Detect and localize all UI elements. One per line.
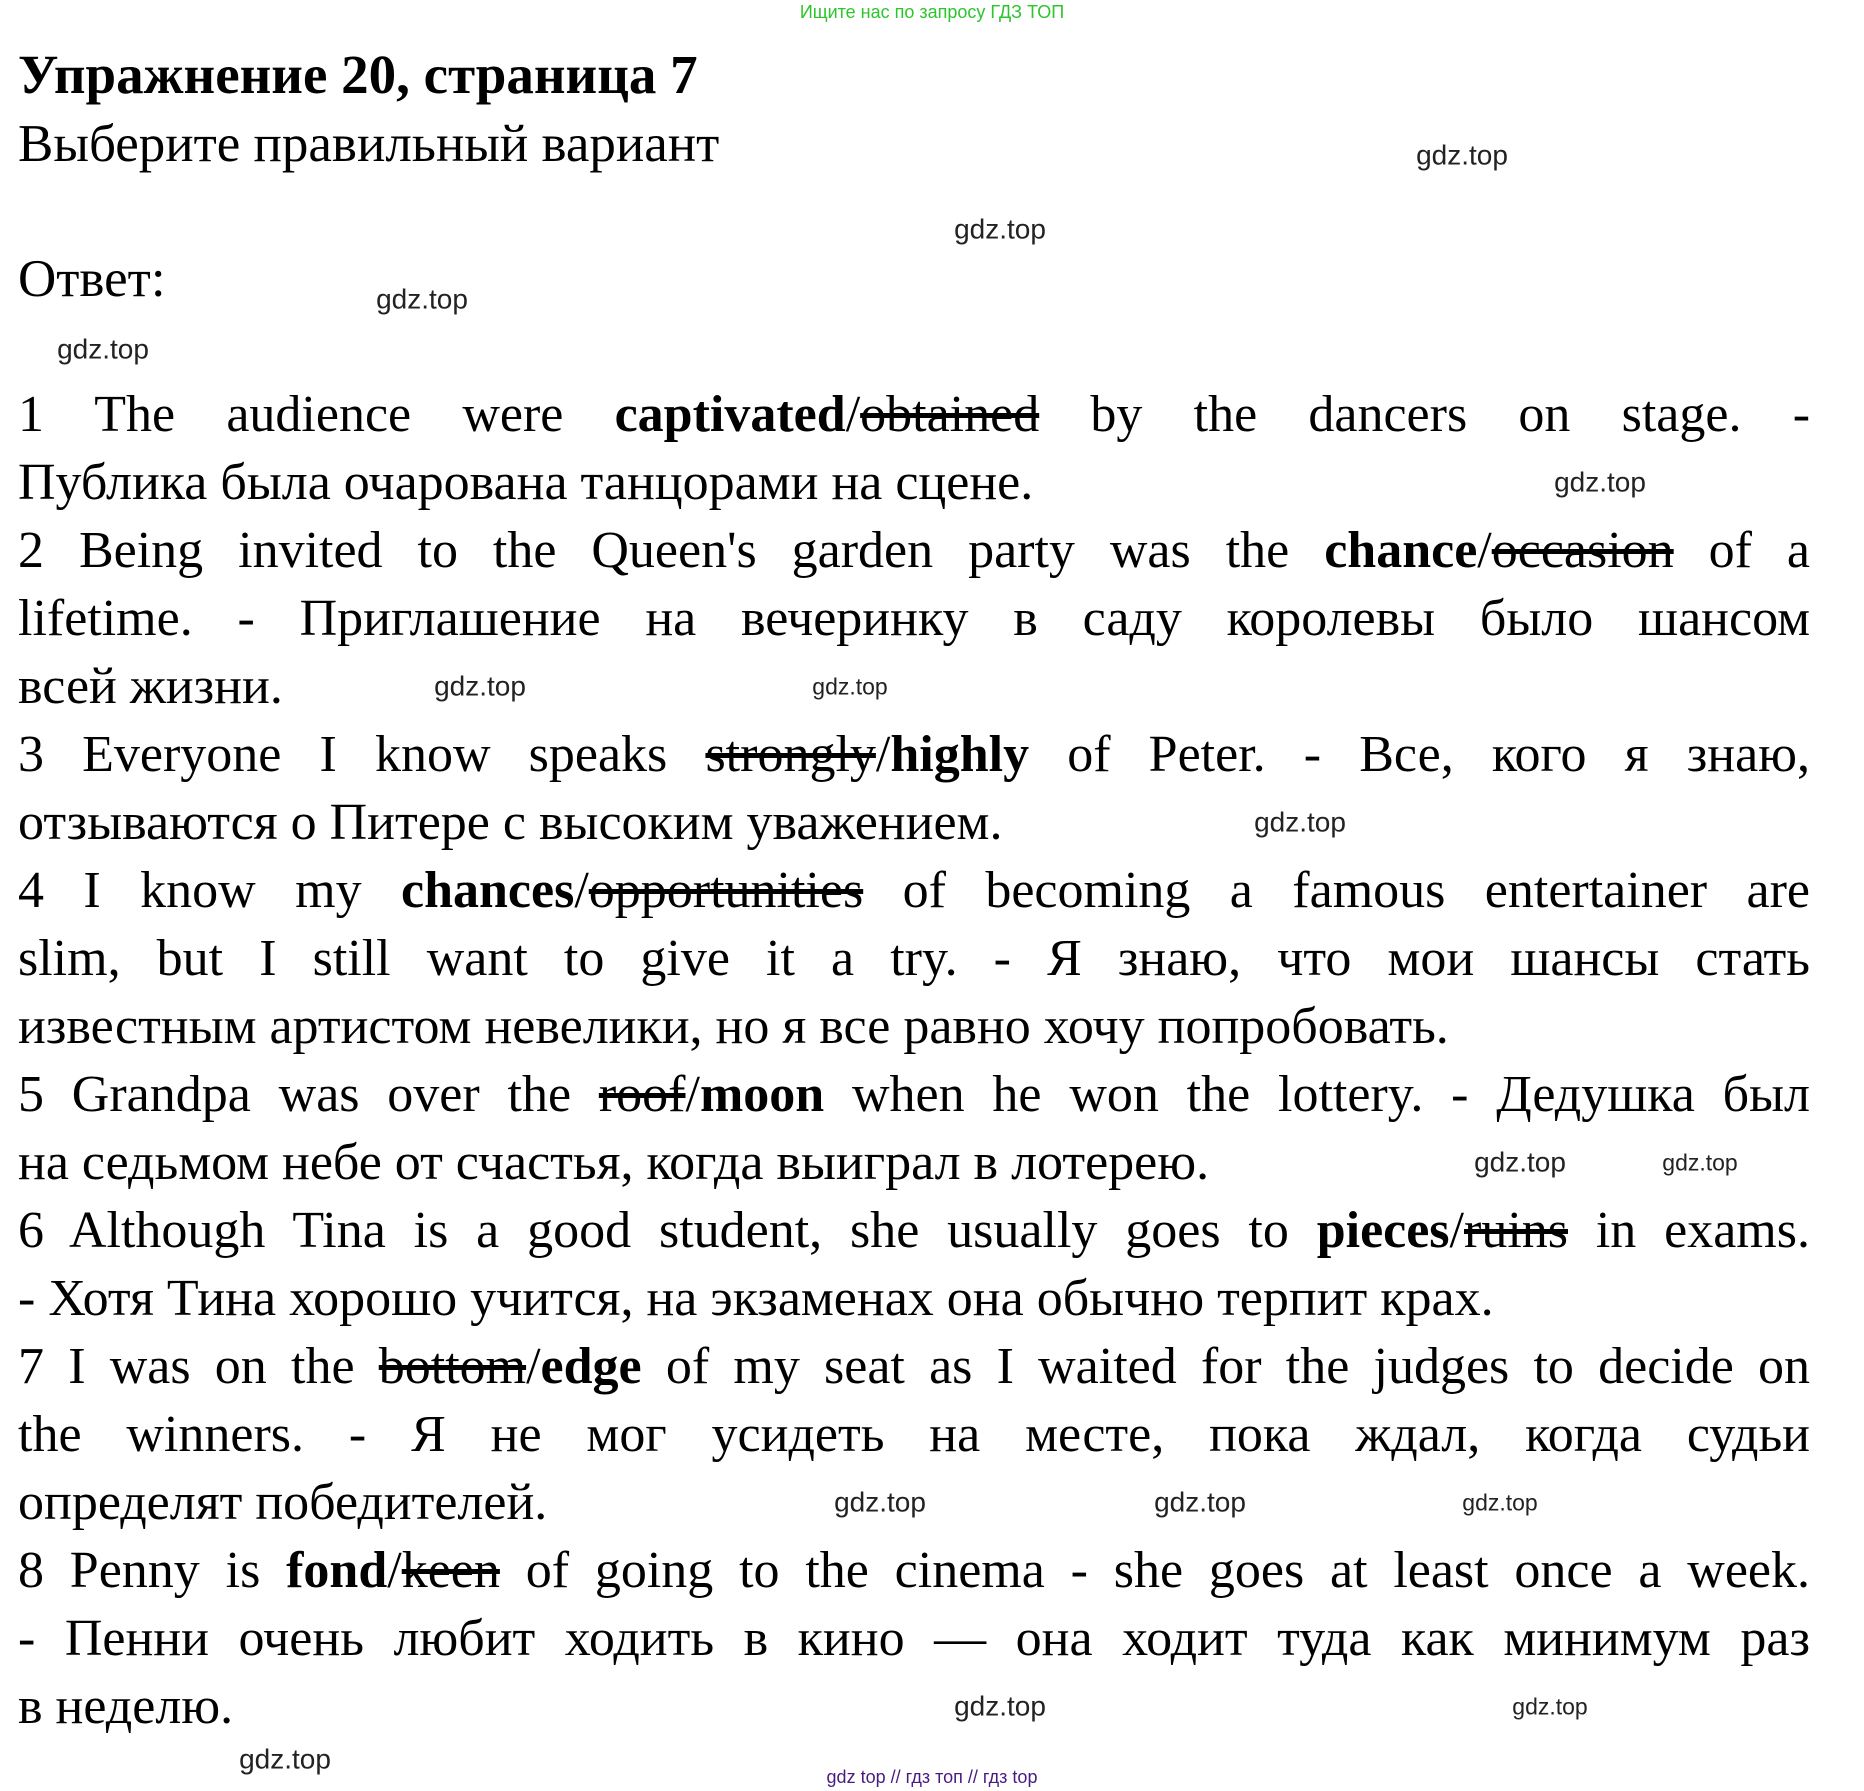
watermark: gdz.top bbox=[1462, 1489, 1538, 1516]
correct-option: captivated bbox=[614, 386, 846, 443]
answer-item-3 bbox=[18, 721, 1810, 857]
text-segment: / bbox=[1477, 522, 1492, 579]
rejected-option: keen bbox=[401, 1542, 500, 1599]
answer-item-1 bbox=[18, 381, 1810, 517]
watermark: gdz.top bbox=[239, 1743, 331, 1775]
correct-option: pieces bbox=[1316, 1202, 1450, 1259]
correct-option: edge bbox=[540, 1338, 642, 1395]
rejected-option: ruins bbox=[1464, 1202, 1568, 1259]
text-segment: lifetime. - Приглашение на вечеринку в саду королевы было шансом bbox=[18, 590, 1810, 647]
text-segment: 4 I know my bbox=[18, 862, 401, 919]
watermark: gdz.top bbox=[1554, 466, 1646, 498]
text-segment: - Хотя Тина хорошо учится, на экзаменах она обычно терпит крах. bbox=[18, 1270, 1494, 1327]
rejected-option: roof bbox=[598, 1066, 686, 1123]
watermark: gdz.top bbox=[57, 333, 149, 365]
watermark: gdz.top bbox=[1662, 1149, 1738, 1176]
text-segment: of becoming a famous entertainer are bbox=[863, 862, 1810, 919]
text-segment: when he won the lottery. - Дедушка был bbox=[824, 1066, 1810, 1123]
footer-links[interactable]: gdz top // гдз топ // гдз top bbox=[826, 1767, 1038, 1787]
rejected-option: obtained bbox=[860, 386, 1040, 443]
rejected-option: strongly bbox=[705, 726, 876, 783]
correct-option: fond bbox=[286, 1542, 388, 1599]
watermark: gdz.top bbox=[1512, 1693, 1588, 1720]
text-segment: / bbox=[685, 1066, 700, 1123]
text-segment: in exams. bbox=[1568, 1202, 1810, 1259]
text-line bbox=[18, 585, 1810, 653]
text-segment: на седьмом небе от счастья, когда выиграл в лотерею. bbox=[18, 1134, 1210, 1191]
watermark: gdz.top bbox=[1154, 1486, 1246, 1518]
watermark: gdz.top bbox=[1416, 139, 1508, 171]
text-line bbox=[18, 1265, 1810, 1333]
text-segment: / bbox=[845, 386, 861, 443]
watermark: gdz.top bbox=[812, 673, 888, 700]
text-line bbox=[18, 1061, 1810, 1129]
text-line bbox=[18, 925, 1810, 993]
text-segment: 7 I was on the bbox=[18, 1338, 379, 1395]
task-instruction: Выберите правильный вариант bbox=[18, 115, 720, 173]
rejected-option: occasion bbox=[1491, 522, 1674, 579]
text-segment: Публика была очарована танцорами на сцене. bbox=[18, 454, 1034, 511]
watermark: gdz.top bbox=[1474, 1146, 1566, 1178]
correct-option: highly bbox=[890, 726, 1030, 783]
search-banner[interactable]: Ищите нас по запросу ГДЗ ТОП bbox=[799, 2, 1065, 22]
text-segment: 2 Being invited to the Queen's garden party was the bbox=[18, 522, 1325, 579]
correct-option: chance bbox=[1324, 522, 1478, 579]
watermark: gdz.top bbox=[1254, 806, 1346, 838]
rejected-option: opportunities bbox=[588, 862, 864, 919]
watermark: gdz.top bbox=[434, 670, 526, 702]
answer-body bbox=[18, 381, 1810, 1741]
answer-item-4 bbox=[18, 857, 1810, 1061]
watermark: gdz.top bbox=[834, 1486, 926, 1518]
text-segment: slim, but I still want to give it a try. - Я знаю, что мои шансы стать bbox=[18, 930, 1810, 987]
text-line bbox=[18, 1197, 1810, 1265]
answer-item-6 bbox=[18, 1197, 1810, 1333]
text-segment: известным артистом невелики, но я все равно хочу попробовать. bbox=[18, 998, 1449, 1055]
watermark: gdz.top bbox=[954, 1690, 1046, 1722]
text-segment: of going to the cinema - she goes at least once a week. bbox=[499, 1542, 1810, 1599]
text-segment: / bbox=[526, 1338, 541, 1395]
text-segment: / bbox=[1449, 1202, 1464, 1259]
text-line bbox=[18, 449, 1810, 517]
text-segment: 3 Everyone I know speaks bbox=[18, 726, 706, 783]
text-line bbox=[18, 653, 1810, 721]
text-segment: 8 Penny is bbox=[18, 1542, 287, 1599]
text-line bbox=[18, 857, 1810, 925]
text-line bbox=[18, 381, 1810, 449]
text-segment: of a bbox=[1673, 522, 1810, 579]
text-segment: отзываются о Питере с высоким уважением. bbox=[18, 794, 1003, 851]
text-segment: 1 The audience were bbox=[18, 386, 615, 443]
text-segment: / bbox=[574, 862, 589, 919]
text-segment: of my seat as I waited for the judges to decide on bbox=[641, 1338, 1811, 1395]
text-segment: the winners. - Я не мог усидеть на месте, пока ждал, когда судьи bbox=[18, 1406, 1810, 1463]
text-line bbox=[18, 789, 1810, 857]
text-line bbox=[18, 993, 1810, 1061]
correct-option: moon bbox=[699, 1066, 825, 1123]
text-line bbox=[18, 721, 1810, 789]
text-line bbox=[18, 517, 1810, 585]
text-segment: определят победителей. bbox=[18, 1474, 548, 1531]
text-segment: 5 Grandpa was over the bbox=[18, 1066, 599, 1123]
answer-label: Ответ: bbox=[18, 250, 166, 308]
answer-item-2 bbox=[18, 517, 1810, 721]
page-title: Упражнение 20, страница 7 bbox=[18, 44, 698, 105]
text-line bbox=[18, 1537, 1810, 1605]
text-line bbox=[18, 1401, 1810, 1469]
text-line bbox=[18, 1605, 1810, 1673]
text-line bbox=[18, 1333, 1810, 1401]
text-segment: всей жизни. bbox=[18, 658, 283, 715]
correct-option: chances bbox=[400, 862, 575, 919]
text-segment: - Пенни очень любит ходить в кино — она ходит туда как минимум раз bbox=[18, 1610, 1810, 1667]
rejected-option: bottom bbox=[378, 1338, 527, 1395]
text-segment: в неделю. bbox=[18, 1678, 234, 1735]
text-segment: of Peter. - Все, кого я знаю, bbox=[1029, 726, 1810, 783]
text-segment: by the dancers on stage. - bbox=[1039, 386, 1811, 443]
text-segment: / bbox=[387, 1542, 402, 1599]
text-segment: 6 Although Tina is a good student, she usually goes to bbox=[18, 1202, 1317, 1259]
watermark: gdz.top bbox=[376, 283, 468, 315]
watermark: gdz.top bbox=[954, 213, 1046, 245]
text-segment: / bbox=[875, 726, 891, 783]
